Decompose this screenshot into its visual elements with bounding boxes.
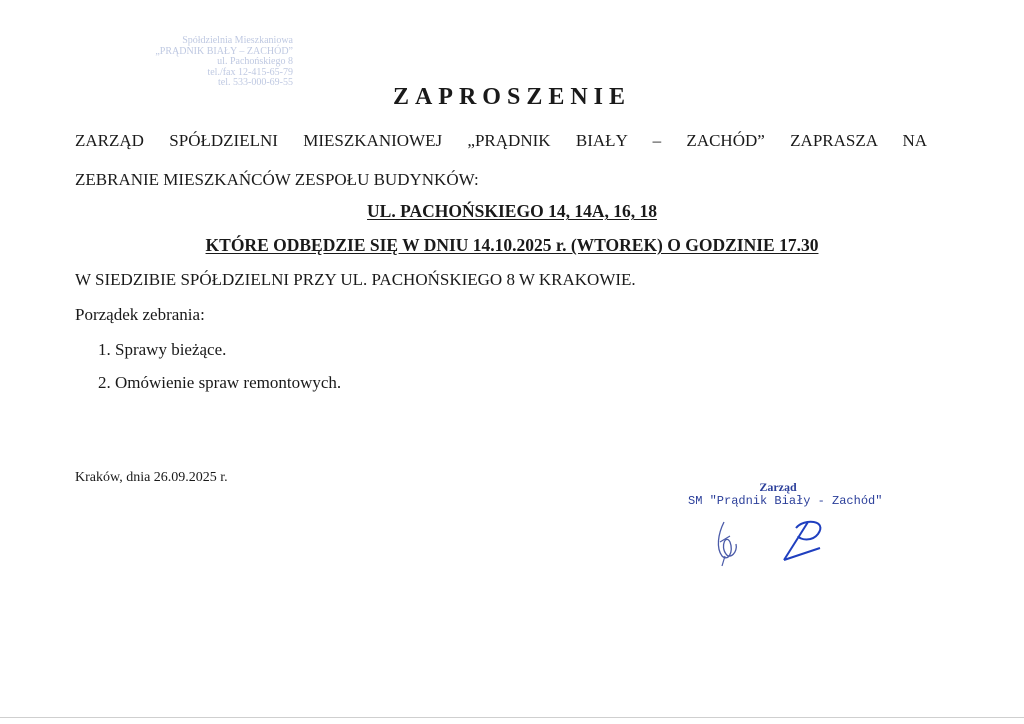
place-and-date: Kraków, dnia 26.09.2025 r. xyxy=(75,470,228,485)
board-stamp xyxy=(688,480,883,508)
stamp-line: tel./fax 12-415-65-79 xyxy=(207,66,293,78)
building-address xyxy=(0,201,1024,222)
stamp-line: „PRĄDNIK BIAŁY – ZACHÓD” xyxy=(155,45,293,57)
agenda-list xyxy=(98,340,341,406)
meeting-datetime-text: KTÓRE ODBĘDZIE SIĘ W DNIU 14.10.2025 r. (WTOREK) O GODZINIE 17.30 xyxy=(205,235,819,255)
invitation-line-1: ZARZĄD SPÓŁDZIELNI MIESZKANIOWEJ „PRĄDNIK BIAŁY – ZACHÓD” ZAPRASZA NA xyxy=(75,131,927,150)
stamp-line: tel. 533-000-69-55 xyxy=(218,77,293,88)
building-address-text: UL. PACHOŃSKIEGO 14, 14A, 16, 18 xyxy=(367,201,657,221)
board-stamp-title: Zarząd xyxy=(759,480,797,494)
signature-drawing xyxy=(700,512,860,572)
stamp-line: ul. Pachońskiego 8 xyxy=(217,56,293,67)
board-stamp-org: SM "Prądnik Biały - Zachód" xyxy=(688,494,883,508)
document-title: ZAPROSZENIE xyxy=(392,84,632,110)
agenda-item: 2. Omówienie spraw remontowych. xyxy=(98,373,342,392)
stamp-line: Spółdzielnia Mieszkaniowa xyxy=(182,35,293,46)
agenda-label: Porządek zebrania: xyxy=(75,305,205,324)
handwritten-signatures xyxy=(700,512,860,577)
meeting-datetime xyxy=(0,235,1024,256)
meeting-location: W SIEDZIBIE SPÓŁDZIELNI PRZY UL. PACHOŃSKIEGO 8 W KRAKOWIE. xyxy=(75,270,636,289)
page-edge-divider xyxy=(0,717,1024,718)
invitation-line-2: ZEBRANIE MIESZKAŃCÓW ZESPOŁU BUDYNKÓW: xyxy=(75,170,479,189)
agenda-item: 1. Sprawy bieżące. xyxy=(98,340,227,359)
